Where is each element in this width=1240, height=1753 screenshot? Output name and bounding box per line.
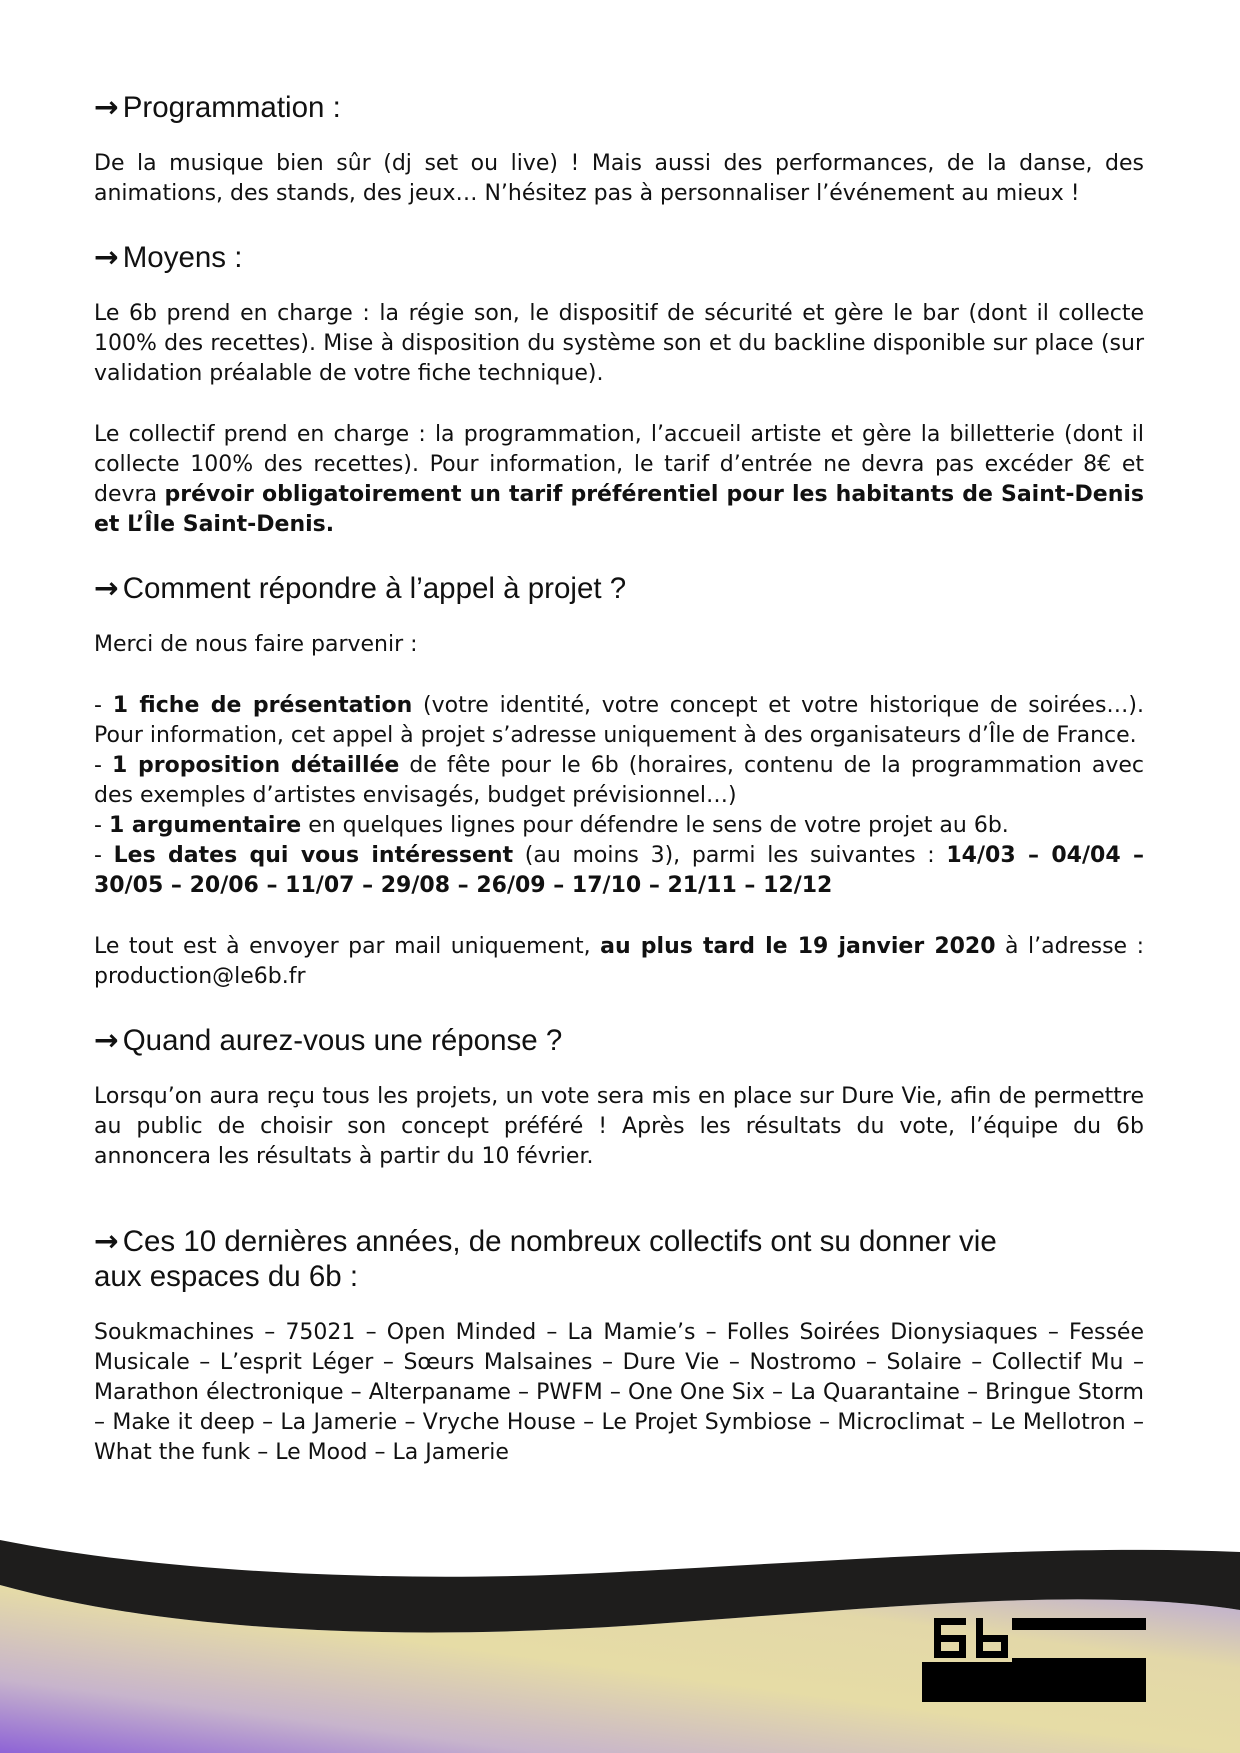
- heading-moyens: → Moyens :: [94, 240, 243, 274]
- programmation-text: De la musique bien sûr (dj set ou live) ! Mais aussi des performances, de la danse, des animations, des stands, des jeux… N’hésitez pas à personnaliser l’événement au mieux !: [94, 151, 1144, 206]
- list-item: - 1 proposition détaillée de fête pour le 6b (horaires, contenu de la programmation avec des exemples d’artistes envisagés, budget prévisionnel…): [94, 753, 1144, 808]
- arrow-right-icon: →: [94, 1224, 119, 1258]
- arrow-right-icon: →: [94, 240, 119, 274]
- list-item: - 1 fiche de présentation (votre identité, votre concept et votre historique de soirées…). Pour information, cet appel à projet s’adresse uniquement à des organisateurs d’Île de France.: [94, 693, 1145, 748]
- collectifs-list: Soukmachines – 75021 – Open Minded – La Mamie’s – Folles Soirées Dionysiaques – Fessée Musicale – L’esprit Léger – Sœurs Malsaines – Dure Vie – Nostromo – Solaire – Collectif Mu – Marathon électronique – Alterpaname – PWFM – One One Six – La Quarantaine – Bringue Storm – Make it deep – La Jamerie – Vryche House – Le Projet Symbiose – Microclimat – Le Mellotron – What the funk – Le Mood – La Jamerie: [94, 1320, 1144, 1465]
- comment-intro: Merci de nous faire parvenir :: [94, 632, 418, 657]
- heading-programmation: → Programmation :: [94, 90, 341, 124]
- 6b-logo: [922, 1618, 1146, 1702]
- heading-collectifs: → Ces 10 dernières années, de nombreux collectifs ont su donner vie aux espaces du 6b :: [94, 1224, 997, 1293]
- heading-comment-repondre: → Comment répondre à l’appel à projet ?: [94, 571, 627, 605]
- dates-list: 14/03 – 04/04 – 30/05 – 20/06 – 11/07 – 29/08 – 26/09 – 17/10 – 21/11 – 12/12: [94, 843, 1144, 898]
- list-item: - Les dates qui vous intéressent (au moins 3), parmi les suivantes : 14/03 – 04/04 – 30/05 – 20/06 – 11/07 – 29/08 – 26/09 – 17/10 – 21/11 – 12/12: [94, 843, 1144, 898]
- heading-reponse: → Quand aurez-vous une réponse ?: [94, 1023, 563, 1057]
- send-instructions: Le tout est à envoyer par mail uniquement, au plus tard le 19 janvier 2020 à l’adresse : production@le6b.fr: [94, 934, 1144, 989]
- arrow-right-icon: →: [94, 90, 119, 124]
- document-body: [94, 90, 1144, 1468]
- arrow-right-icon: →: [94, 1023, 119, 1057]
- arrow-right-icon: →: [94, 571, 119, 605]
- moyens-text-2: Le collectif prend en charge : la programmation, l’accueil artiste et gère la billetterie (dont il collecte 100% des recettes). Pour information, le tarif d’entrée ne devra pas excéder 8€ et devra prévoir obligatoirement un tarif préférentiel pour les habitants de Saint-Denis et L’Île Saint-Denis.: [94, 422, 1145, 537]
- reponse-text: Lorsqu’on aura reçu tous les projets, un vote sera mis en place sur Dure Vie, afin de permettre au public de choisir son concept préféré ! Après les résultats du vote, l’équipe du 6b annoncera les résultats à partir du 10 février.: [94, 1084, 1144, 1169]
- moyens-text-1: Le 6b prend en charge : la régie son, le dispositif de sécurité et gère le bar (dont il collecte 100% des recettes). Mise à disposition du système son et du backline disponible sur place (sur validation préalable de votre fiche technique).: [94, 301, 1144, 386]
- list-item: - 1 argumentaire en quelques lignes pour défendre le sens de votre projet au 6b.: [94, 813, 1009, 838]
